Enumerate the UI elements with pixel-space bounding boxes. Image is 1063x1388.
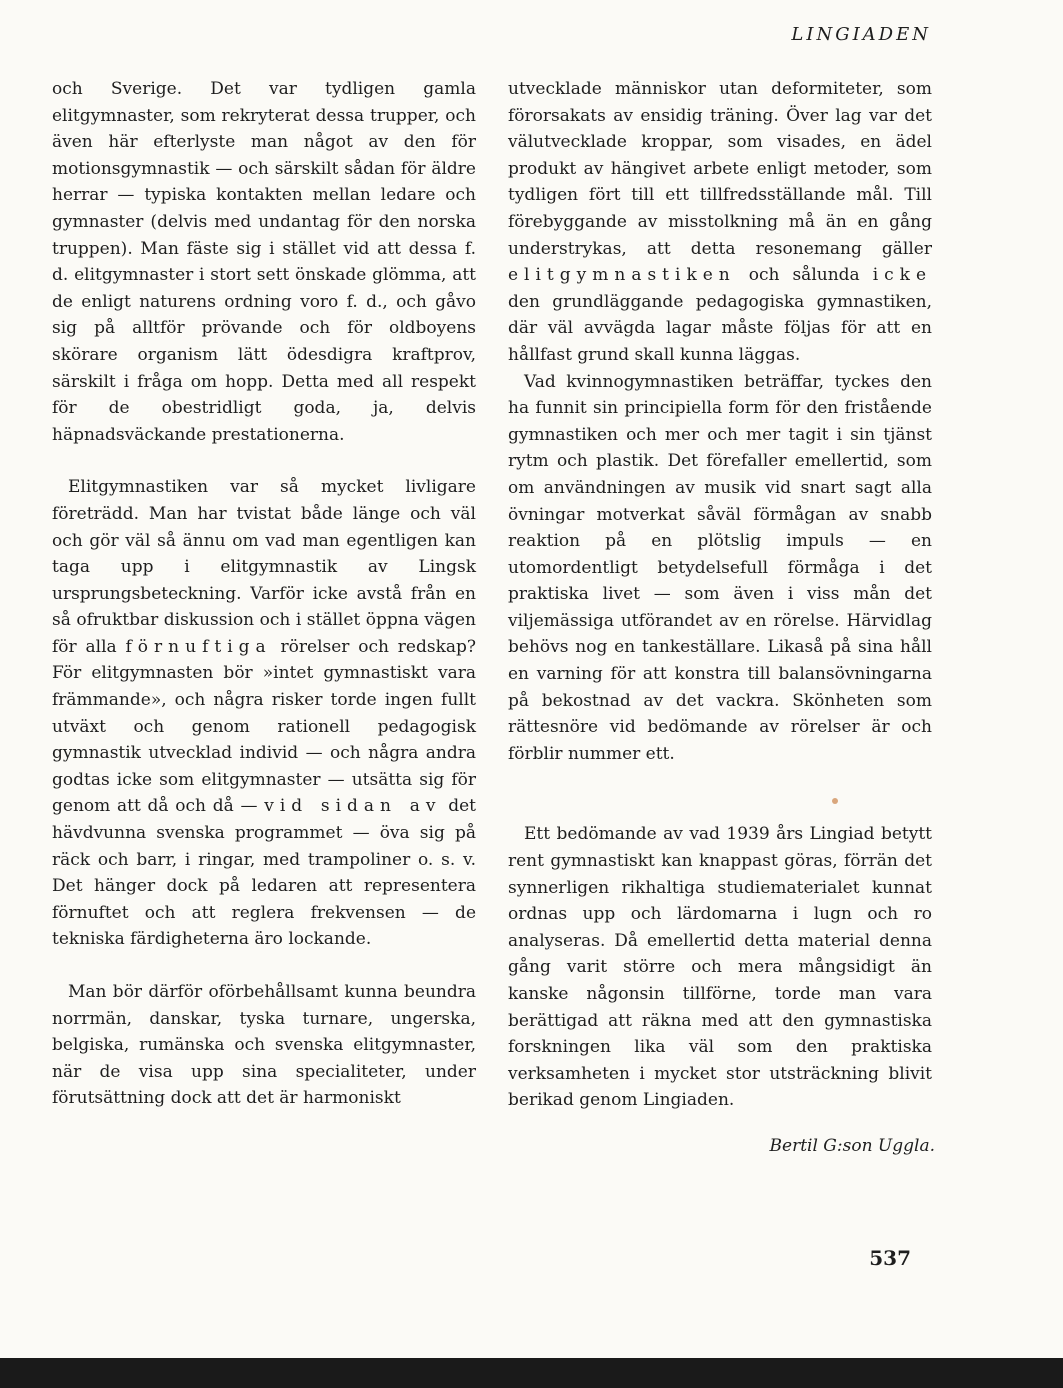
right-paragraph-1-part-a: utvecklade människor utan deformiteter, som förorsakats av ensidig träning. Över lag var det välutvecklade kroppar, som visades, en ädel produkt av hängivet arbete enligt metoder, som tydligen fört till ett tillfredsställande mål. Till förebyggande av misstolkning må än en gång understrykas, att detta resonemang gäller: [508, 79, 932, 259]
right-paragraph-1-part-c: den grundläggande pedagogiska gymnastiken, där väl avvägda lagar måste följas för att en hållfast grund skall kunna läggas.: [508, 291, 932, 365]
spaced-word-fornuftiga: förnuftiga: [125, 636, 272, 657]
section-dot-ornament: [832, 798, 838, 804]
spaced-word-icke: icke: [872, 265, 933, 286]
right-paragraph-1-part-b: och sålunda: [748, 265, 860, 286]
right-column: [508, 76, 932, 1114]
author-signature: Bertil G:son Uggla.: [769, 1136, 935, 1156]
right-paragraph-1: [508, 76, 932, 369]
running-header: LINGIADEN: [791, 24, 931, 45]
left-column: [52, 76, 476, 1112]
right-paragraph-2: Vad kvinnogymnastiken beträffar, tyckes den ha funnit sin principiella form för den fristående gymnastiken och mer och mer tagit i sin tjänst rytm och plastik. Det förefaller emellertid, som om användningen av musik vid snart sagt alla övningar motverkat såväl förmågan av snabb reaktion på en plötslig impuls — en utomordentligt betydelsefull förmåga i det praktiska livet — som även i viss mån det viljemässiga utförandet av en rörelse. Härvidlag behövs nog en tankeställare. Likaså på sina håll en varning för att konstra till balansövningarna på bekostnad av det vackra. Skönheten som rättesnöre vid bedömande av rörelser är och förblir nummer ett.: [508, 371, 932, 764]
left-paragraph-2-part-a: Elitgymnastiken var så mycket livligare företrädd. Man har tvistat både länge och väl och gör väl så ännu om vad man egentligen kan taga upp i elitgymnastik av Lingsk ursprungsbeteckning. Varför icke avstå från en så ofruktbar diskussion och i stället öppna vägen för alla: [52, 477, 476, 657]
left-paragraph-3: Man bör därför oförbehållsamt kunna beundra norrmän, danskar, tyska turnare, ungerska, belgiska, rumänska och svenska elitgymnaster, när de visa upp sina specialiteter, under förutsättning dock att det är harmoniskt: [52, 982, 476, 1109]
left-paragraph-2-part-b: rörelser och redskap? För elitgymnasten bör »intet gymnastiskt vara främmande», och några risker torde ingen fullt utväxt och genom rationell pedagogisk gymnastik utvecklad individ — och några andra godtas icke som elitgymnaster — utsätta sig för genom att då och då —: [52, 636, 477, 817]
left-paragraph-2-part-c: det hävdvunna svenska programmet — öva sig på räck och barr, i ringar, med trampoliner o. s. v. Det hänger dock på ledaren att representera förnuftet och att reglera frekvensen — de tekniska färdigheterna äro lockande.: [52, 796, 477, 950]
page-number: 537: [869, 1246, 911, 1270]
left-paragraph-1: och Sverige. Det var tydligen gamla elitgymnaster, som rekryterat dessa trupper, och även här efterlyste man något av den för motionsgymnastik — och särskilt sådan för äldre herrar — typiska kontakten mellan ledare och gymnaster (delvis med undantag för den norska truppen). Man fäste sig i stället vid att dessa f. d. elitgymnaster i stort sett önskade glömma, att de enligt naturens ordning voro f. d., och gåvo sig på alltför prövande och för oldboyens skörare organism lätt ödesdigra kraftprov, särskilt i fråga om hopp. Detta med all respekt för de obestridligt goda, ja, delvis häpnadsväckande prestationerna.: [52, 79, 476, 445]
left-paragraph-2: [52, 474, 476, 953]
right-paragraph-3: Ett bedömande av vad 1939 års Lingiad betytt rent gymnastiskt kan knappast göras, förrän det synnerligen rikhaltiga studiematerialet kunnat ordnas upp och lärdomarna i lugn och ro analyseras. Då emellertid detta material denna gång varit större och mera mångsidigt än kanske någonsin tillförne, torde man vara berättigad att räkna med att den gymnastiska forskningen lika väl som den praktiska verksamheten i mycket stor utsträckning blivit berikad genom Lingiaden.: [508, 824, 932, 1111]
spaced-word-elitgymnastiken: elitgymnastiken: [508, 265, 736, 286]
spaced-phrase-vid-sidan-av: vid sidan av: [264, 796, 442, 817]
